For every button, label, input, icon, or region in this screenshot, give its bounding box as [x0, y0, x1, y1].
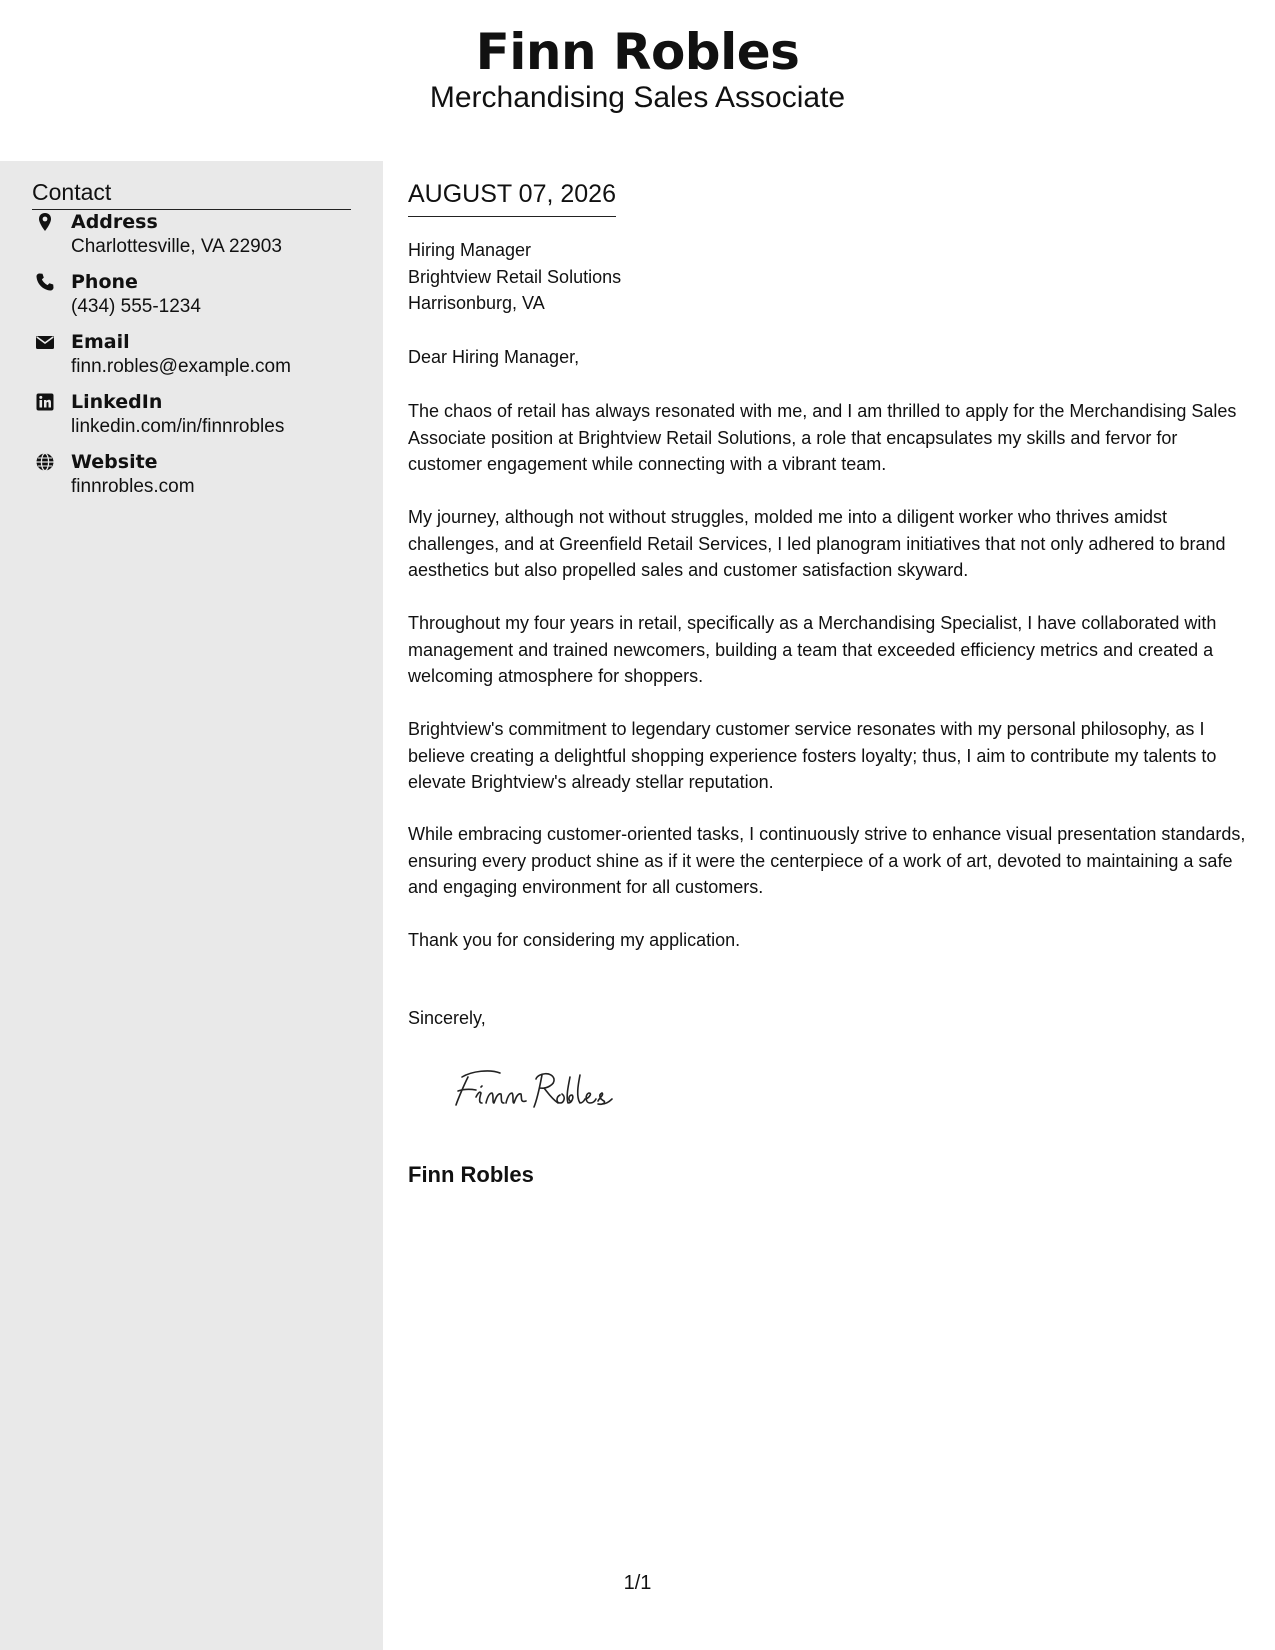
address-label: Address: [71, 211, 158, 233]
contact-address: [32, 210, 362, 266]
page-number: 1/1: [623, 1572, 652, 1594]
phone-value: (434) 555-1234: [71, 296, 201, 317]
website-link[interactable]: finnrobles.com: [71, 476, 195, 497]
contact-phone: [32, 270, 362, 326]
handwritten-signature: [448, 1061, 638, 1121]
map-pin-icon: [35, 212, 55, 232]
website-label: Website: [71, 451, 158, 473]
contact-email: [32, 330, 362, 386]
contact-heading: Contact: [32, 177, 351, 210]
globe-icon: [35, 452, 55, 472]
recipient-line: Brightview Retail Solutions: [408, 266, 622, 287]
recipient-line: Harrisonburg, VA: [408, 293, 545, 313]
body-paragraph: The chaos of retail has always resonated with me, and I am thrilled to apply for the Merchandising Sales Associate position at Brightview Retail Solutions, a role that encapsulates my skills and fervor for customer engagement while connecting with a vibrant team.: [408, 401, 1237, 474]
contact-sidebar: [0, 161, 383, 1650]
linkedin-label: LinkedIn: [71, 391, 163, 413]
body-paragraph: My journey, although not without struggles, molded me into a diligent worker who thrives amidst challenges, and at Greenfield Retail Services, I led planogram initiatives that not only adhered to brand aesthetics but also propelled sales and customer satisfaction skyward.: [408, 507, 1226, 580]
body-paragraph: Brightview's commitment to legendary customer service resonates with my personal philosophy, as I believe creating a delightful shopping experience fosters loyalty; thus, I aim to contribute my talents to elevate Brightview's already stellar reputation.: [408, 719, 1217, 792]
job-title: Merchandising Sales Associate: [429, 81, 846, 114]
contact-linkedin: [32, 390, 362, 446]
recipient-block: [408, 237, 1238, 317]
body-paragraph: While embracing customer-oriented tasks, I continuously strive to enhance visual presentation standards, ensuring every product shine as if it were the centerpiece of a work of art, devoted to maintaining a safe and engaging environment for all customers.: [408, 824, 1246, 897]
contact-website: [32, 450, 362, 506]
phone-label: Phone: [71, 271, 138, 293]
recipient-line: Hiring Manager: [408, 240, 532, 260]
applicant-name: Finn Robles: [475, 23, 800, 81]
email-link[interactable]: finn.robles@example.com: [71, 356, 291, 377]
phone-icon: [35, 272, 55, 292]
linkedin-icon: [35, 392, 55, 412]
body-paragraph: Throughout my four years in retail, specifically as a Merchandising Specialist, I have collaborated with management and trained newcomers, building a team that exceeded efficiency metrics and created a welcoming atmosphere for shoppers.: [408, 613, 1217, 686]
salutation: Dear Hiring Manager,: [408, 347, 580, 367]
body-paragraph: Thank you for considering my application.: [408, 930, 741, 950]
letter-header: [0, 0, 1275, 160]
email-label: Email: [71, 331, 130, 353]
linkedin-link[interactable]: linkedin.com/in/finnrobles: [71, 416, 285, 437]
address-value: Charlottesville, VA 22903: [71, 236, 282, 257]
closing: Sincerely,: [408, 1008, 486, 1028]
letter-date: AUGUST 07, 2026: [408, 178, 616, 217]
signed-name: Finn Robles: [408, 1162, 534, 1187]
envelope-icon: [35, 332, 55, 352]
